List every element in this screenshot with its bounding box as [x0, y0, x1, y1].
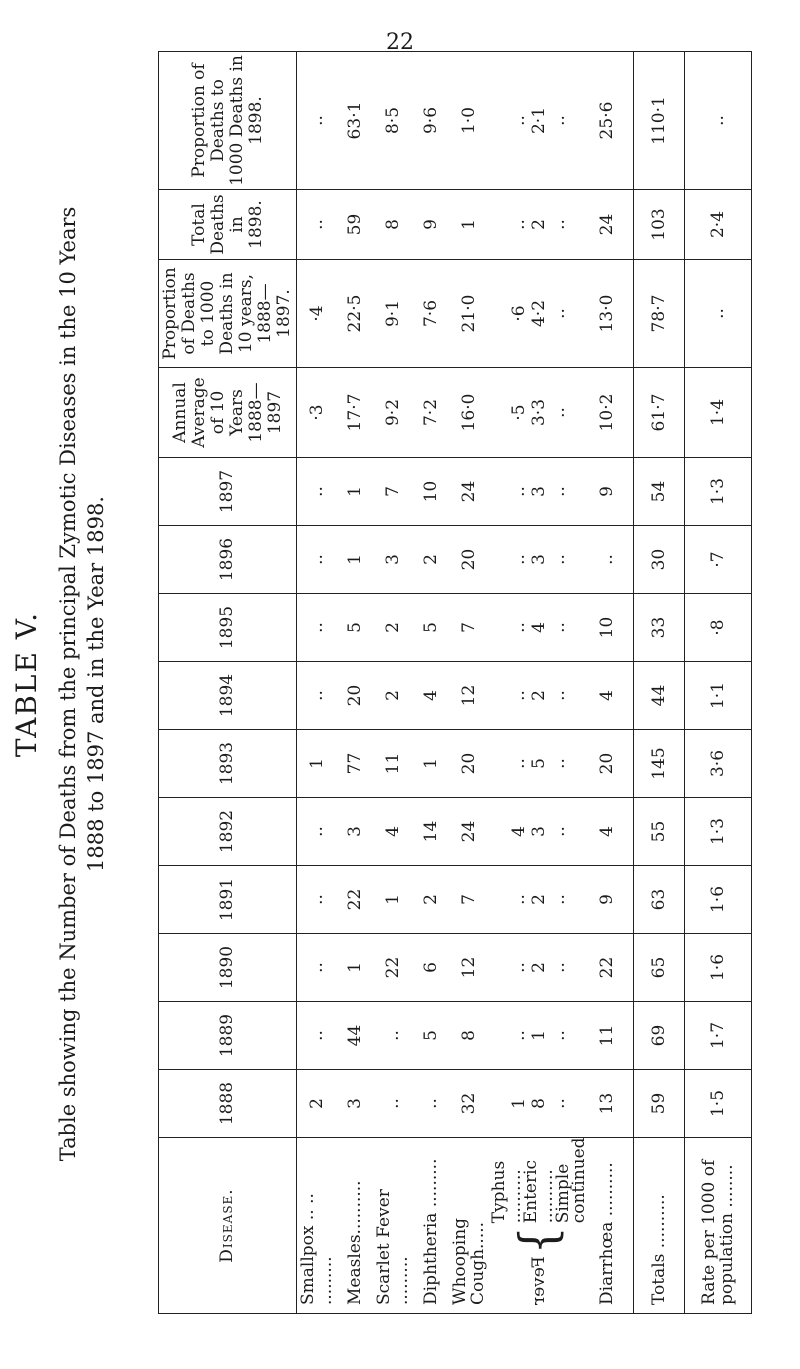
total-cell: 54 — [634, 458, 685, 526]
value-typhus: .. — [509, 1030, 529, 1041]
value-cell: .. — [589, 526, 634, 594]
value-cell-stack — [489, 866, 589, 934]
value-cell: 2 — [413, 866, 449, 934]
value-cell: 24 — [449, 798, 489, 866]
value-cell: 2 — [297, 1070, 338, 1138]
value-cell: 5 — [337, 594, 373, 662]
value-simple: .. — [549, 486, 569, 497]
rate-cell: .. — [685, 52, 752, 190]
header-year: 1888 — [159, 1070, 297, 1138]
disease-cell: Scarlet Fever ......... — [373, 1138, 413, 1314]
total-cell: 65 — [634, 934, 685, 1002]
value-cell: .. — [297, 526, 338, 594]
value-cell: 24 — [589, 190, 634, 260]
value-cell: 2 — [373, 662, 413, 730]
value-cell: 25·6 — [589, 52, 634, 190]
value-cell: 9·1 — [373, 260, 413, 368]
value-typhus: 4 — [509, 826, 529, 837]
value-cell: 16·0 — [449, 368, 489, 458]
caption-line-2: 1888 to 1897 and in the Year 1898. — [84, 496, 108, 872]
value-cell: .. — [297, 190, 338, 260]
value-cell: 1 — [373, 866, 413, 934]
value-typhus: .. — [509, 554, 529, 565]
header-year: 1895 — [159, 594, 297, 662]
value-cell: 12 — [449, 662, 489, 730]
value-cell-stack — [489, 1070, 589, 1138]
value-cell: 4 — [589, 798, 634, 866]
value-cell: .. — [297, 594, 338, 662]
value-cell: 8·5 — [373, 52, 413, 190]
fever-type-typhus: Typhus .......... — [489, 1160, 525, 1224]
value-simple: .. — [549, 894, 569, 905]
value-typhus: .. — [509, 758, 529, 769]
value-enteric: 3 — [529, 554, 549, 565]
value-cell: 22 — [373, 934, 413, 1002]
header-year: 1896 — [159, 526, 297, 594]
value-cell: 1 — [449, 190, 489, 260]
value-cell-stack — [489, 934, 589, 1002]
value-cell: 63·1 — [337, 52, 373, 190]
value-cell: 22·5 — [337, 260, 373, 368]
value-cell: 22 — [337, 866, 373, 934]
value-cell: .. — [373, 1070, 413, 1138]
value-typhus: .. — [509, 622, 529, 633]
value-cell: 8 — [373, 190, 413, 260]
value-enteric: 1 — [529, 1030, 549, 1041]
table-row — [589, 52, 634, 1314]
totals-row — [634, 52, 685, 1314]
value-cell: 4 — [589, 662, 634, 730]
table-row — [449, 52, 489, 1314]
value-cell-stack — [489, 662, 589, 730]
value-cell: 9·6 — [413, 52, 449, 190]
value-typhus: .. — [509, 219, 529, 230]
value-enteric: 8 — [529, 1098, 549, 1109]
fever-types — [491, 1137, 587, 1223]
header-annual-average: Annual Average of 10 Years 1888—1897 — [159, 368, 297, 458]
header-year: 1897 — [159, 458, 297, 526]
value-cell: 3 — [337, 798, 373, 866]
value-cell: 11 — [589, 1002, 634, 1070]
value-cell: 21·0 — [449, 260, 489, 368]
disease-cell: Whooping Cough..... — [449, 1138, 489, 1314]
rate-cell: 1·4 — [685, 368, 752, 458]
value-cell: 7 — [373, 458, 413, 526]
total-cell: 59 — [634, 1070, 685, 1138]
value-simple: .. — [549, 219, 569, 230]
value-simple: .. — [549, 1098, 569, 1109]
rate-row — [685, 52, 752, 1314]
rate-cell: 1·1 — [685, 662, 752, 730]
value-cell: 3 — [337, 1070, 373, 1138]
table-row — [413, 52, 449, 1314]
value-cell: .. — [297, 798, 338, 866]
rate-cell: 2·4 — [685, 190, 752, 260]
value-cell: 10·2 — [589, 368, 634, 458]
fever-type-enteric: Enteric .......... — [521, 1159, 557, 1224]
fever-label: Fever — [529, 1256, 549, 1305]
table-title: TABLE V. — [10, 610, 43, 758]
table-row — [337, 52, 373, 1314]
value-cell-stack — [489, 798, 589, 866]
value-cell: 77 — [337, 730, 373, 798]
rate-cell: 3·6 — [685, 730, 752, 798]
value-cell-stack — [489, 730, 589, 798]
value-enteric: 2 — [529, 219, 549, 230]
value-cell: 1 — [297, 730, 338, 798]
value-enteric: 5 — [529, 758, 549, 769]
value-cell: 2 — [413, 526, 449, 594]
value-simple: .. — [549, 407, 569, 418]
value-enteric: 3 — [529, 826, 549, 837]
value-cell: 9 — [589, 866, 634, 934]
value-cell: 1 — [337, 934, 373, 1002]
value-typhus: .. — [509, 894, 529, 905]
rate-cell: ·8 — [685, 594, 752, 662]
value-cell-stack — [489, 594, 589, 662]
total-cell: 55 — [634, 798, 685, 866]
disease-cell: Smallpox .. .. ......... — [297, 1138, 338, 1314]
value-enteric: 3 — [529, 486, 549, 497]
header-year: 1890 — [159, 934, 297, 1002]
value-cell: 20 — [449, 526, 489, 594]
value-cell: .. — [297, 934, 338, 1002]
value-typhus: .. — [509, 115, 529, 126]
value-cell: 9 — [589, 458, 634, 526]
header-year: 1894 — [159, 662, 297, 730]
zymotic-deaths-table — [158, 51, 752, 1314]
value-cell-stack — [489, 52, 589, 190]
value-cell: 20 — [337, 662, 373, 730]
disease-cell: Diarrhœa .......... — [589, 1138, 634, 1314]
value-cell: 1 — [337, 458, 373, 526]
value-simple: .. — [549, 554, 569, 565]
table-row — [373, 52, 413, 1314]
value-cell: 17·7 — [337, 368, 373, 458]
value-cell: 44 — [337, 1002, 373, 1070]
value-simple: .. — [549, 690, 569, 701]
value-typhus: ·5 — [509, 404, 529, 421]
page-number: 22 — [386, 30, 414, 55]
value-cell: 3 — [373, 526, 413, 594]
total-cell: 63 — [634, 866, 685, 934]
total-cell: 33 — [634, 594, 685, 662]
header-proportion-10yr: Proportion of Deaths to 1000 Deaths in 10 years, 1888—1897. — [159, 260, 297, 368]
fever-group-cell — [489, 1138, 589, 1314]
value-cell: 13 — [589, 1070, 634, 1138]
rotated-table-block — [10, 34, 790, 1334]
value-enteric: 2 — [529, 894, 549, 905]
value-typhus: 1 — [509, 1098, 529, 1109]
caption-line-1: Table showing the Number of Deaths from the principal Zymotic Diseases in the 10 Years — [56, 206, 80, 1162]
value-cell: .. — [297, 662, 338, 730]
value-cell: 9·2 — [373, 368, 413, 458]
header-total-1898: Total Deaths in 1898. — [159, 190, 297, 260]
value-cell: 8 — [449, 1002, 489, 1070]
header-year: 1889 — [159, 1002, 297, 1070]
header-row — [159, 52, 297, 1314]
header-disease: Disease. — [159, 1138, 297, 1314]
rate-cell: .. — [685, 260, 752, 368]
value-cell: 10 — [413, 458, 449, 526]
rate-cell: ·7 — [685, 526, 752, 594]
value-cell: 13·0 — [589, 260, 634, 368]
rate-cell: 1·7 — [685, 1002, 752, 1070]
totals-label: Totals .......... — [634, 1138, 685, 1314]
total-cell: 30 — [634, 526, 685, 594]
header-year: 1892 — [159, 798, 297, 866]
value-simple: .. — [549, 962, 569, 973]
value-enteric: 3·3 — [529, 398, 549, 427]
value-enteric: 4·2 — [529, 299, 549, 328]
value-cell: 1 — [337, 526, 373, 594]
value-simple: .. — [549, 622, 569, 633]
value-cell-stack — [489, 260, 589, 368]
header-year: 1893 — [159, 730, 297, 798]
value-cell-stack — [489, 368, 589, 458]
fever-group — [489, 1137, 589, 1305]
value-enteric: 2·1 — [529, 106, 549, 135]
value-simple: .. — [549, 308, 569, 319]
value-cell: .. — [297, 458, 338, 526]
value-cell: 11 — [373, 730, 413, 798]
disease-cell: Measles.......... — [337, 1138, 373, 1314]
value-simple: .. — [549, 758, 569, 769]
header-year: 1891 — [159, 866, 297, 934]
value-simple: .. — [549, 826, 569, 837]
value-cell: .. — [297, 866, 338, 934]
value-cell: 9 — [413, 190, 449, 260]
brace-glyph: { — [509, 1226, 568, 1255]
value-cell-stack — [489, 190, 589, 260]
table-caption — [54, 34, 110, 1334]
total-cell: 61·7 — [634, 368, 685, 458]
value-enteric: 2 — [529, 962, 549, 973]
value-cell: 20 — [589, 730, 634, 798]
value-cell: 6 — [413, 934, 449, 1002]
value-typhus: ·6 — [509, 305, 529, 322]
total-cell: 78·7 — [634, 260, 685, 368]
value-enteric: 2 — [529, 690, 549, 701]
value-cell: .. — [413, 1070, 449, 1138]
value-cell: 7 — [449, 594, 489, 662]
value-cell: 2 — [373, 594, 413, 662]
total-cell: 110·1 — [634, 52, 685, 190]
rate-cell: 1·3 — [685, 798, 752, 866]
rate-label: Rate per 1000 of population ........ — [685, 1138, 752, 1314]
total-cell: 69 — [634, 1002, 685, 1070]
value-cell: 10 — [589, 594, 634, 662]
table-row — [297, 52, 338, 1314]
value-typhus: .. — [509, 690, 529, 701]
value-cell: 20 — [449, 730, 489, 798]
table-row-fever-group — [489, 52, 589, 1314]
value-cell: 1 — [413, 730, 449, 798]
value-cell-stack — [489, 458, 589, 526]
value-cell: 24 — [449, 458, 489, 526]
value-cell: 12 — [449, 934, 489, 1002]
value-cell: ·4 — [297, 260, 338, 368]
value-cell: 7 — [449, 866, 489, 934]
value-cell: 7·2 — [413, 368, 449, 458]
value-simple: .. — [549, 115, 569, 126]
value-cell: .. — [297, 52, 338, 190]
rate-cell: 1·3 — [685, 458, 752, 526]
value-cell: 59 — [337, 190, 373, 260]
rate-cell: 1·6 — [685, 934, 752, 1002]
fever-type-simple: Simple continued — [553, 1137, 589, 1224]
value-cell: 32 — [449, 1070, 489, 1138]
value-cell: 4 — [413, 662, 449, 730]
value-cell: ·3 — [297, 368, 338, 458]
value-typhus: .. — [509, 962, 529, 973]
total-cell: 103 — [634, 190, 685, 260]
value-cell: 22 — [589, 934, 634, 1002]
value-cell: 7·6 — [413, 260, 449, 368]
value-cell-stack — [489, 1002, 589, 1070]
value-cell: .. — [373, 1002, 413, 1070]
total-cell: 145 — [634, 730, 685, 798]
value-cell: 4 — [373, 798, 413, 866]
value-cell: 1·0 — [449, 52, 489, 190]
rate-cell: 1·5 — [685, 1070, 752, 1138]
value-simple: .. — [549, 1030, 569, 1041]
value-enteric: 4 — [529, 622, 549, 633]
disease-cell: Diphtheria ......... — [413, 1138, 449, 1314]
value-cell: 5 — [413, 1002, 449, 1070]
value-cell-stack — [489, 526, 589, 594]
header-proportion-1898: Proportion of Deaths to 1000 Deaths in 1898. — [159, 52, 297, 190]
value-cell: .. — [297, 1002, 338, 1070]
rate-cell: 1·6 — [685, 866, 752, 934]
value-cell: 5 — [413, 594, 449, 662]
total-cell: 44 — [634, 662, 685, 730]
value-typhus: .. — [509, 486, 529, 497]
value-cell: 14 — [413, 798, 449, 866]
